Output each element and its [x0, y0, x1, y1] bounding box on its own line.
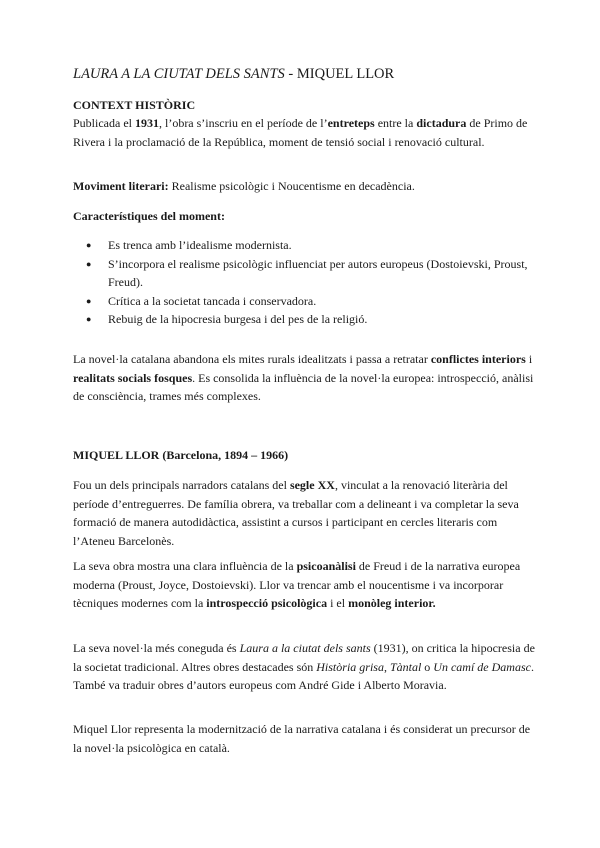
list-item: ● Es trenca amb l’idealisme modernista.: [73, 236, 535, 255]
author-heading: MIQUEL LLOR (Barcelona, 1894 – 1966): [73, 448, 289, 462]
author-paragraph-3: La seva novel·la més coneguda és Laura a la ciutat dels sants (1931), on critica la hipocresia de la societat tradicional. Altres obres destacades són Història grisa, Tàntal o Un camí de Damasc. També va traduir obres d’autors europeus com André Gide i Alberto Moravia.: [73, 641, 535, 692]
list-item: ● Crítica a la societat tancada i conservadora.: [73, 292, 535, 311]
characteristics-list: [73, 236, 535, 329]
context-paragraph: Publicada el 1931, l’obra s’inscriu en el període de l’entreteps entre la dictadura de Primo de Rivera i la proclamació de la República, moment de tensió social i renovació cultural.: [73, 116, 528, 149]
author-paragraph-1: Fou un dels principals narradors catalans del segle XX, vinculat a la renovació literària del període d’entreguerres. De família obrera, va treballar com a delineant i va completar la seva formació de manera autodidàctica, assistint a cursos i participant en cercles literaris com l’Ateneu Barcelonès.: [73, 478, 519, 548]
context-heading: CONTEXT HISTÒRIC: [73, 98, 196, 112]
page-title: LAURA A LA CIUTAT DELS SANTS - MIQUEL LLOR: [73, 66, 395, 82]
list-item: ● Rebuig de la hipocresia burgesa i del pes de la religió.: [73, 310, 535, 329]
novel-paragraph: La novel·la catalana abandona els mites rurals idealitzats i passa a retratar conflictes interiors i realitats socials fosques. Es consolida la influència de la novel·la europea: introspecció, anàlisi de consciència, trames més complexes.: [73, 352, 534, 403]
work-title: LAURA A LA CIUTAT DELS SANTS: [73, 66, 285, 82]
author-paragraph-4: Miquel Llor representa la modernització de la narrativa catalana i és considerat un precursor de la novel·la psicològica en català.: [73, 722, 531, 755]
movement-paragraph: Moviment literari: Realisme psicològic i Noucentisme en decadència.: [73, 179, 415, 193]
author-paragraph-2: La seva obra mostra una clara influència de la psicoanàlisi de Freud i de la narrativa europea moderna (Proust, Joyce, Dostoievski). Llor va trencar amb el noucentisme i va incorporar tècniques modernes com la introspecció psicològica i el monòleg interior.: [73, 559, 521, 610]
characteristics-heading: Característiques del moment:: [73, 209, 225, 223]
list-item: ● S’incorpora el realisme psicològic influenciat per autors europeus (Dostoievski, Proust, Freud).: [73, 255, 535, 292]
movement-label: Moviment literari:: [73, 179, 169, 193]
author-name: MIQUEL LLOR: [296, 66, 395, 82]
